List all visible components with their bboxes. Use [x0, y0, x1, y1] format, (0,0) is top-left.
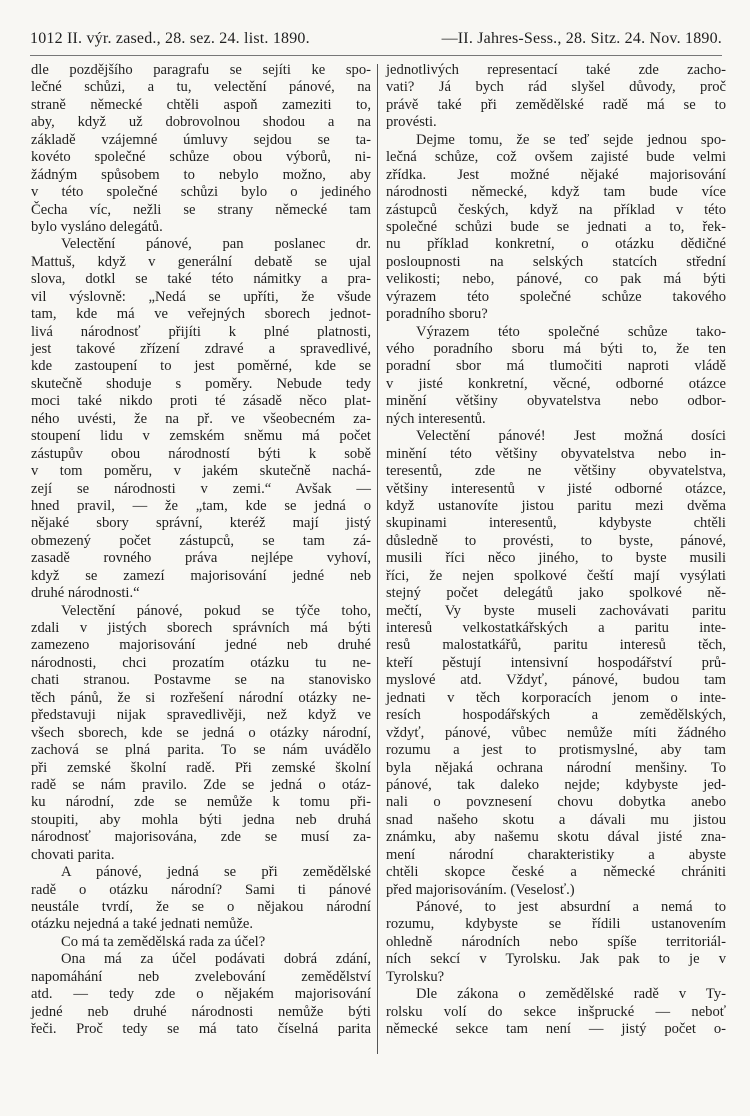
column-divider — [377, 64, 378, 1054]
text-line: Čecha víc, nežli se strany německé tam — [31, 201, 371, 218]
text-line: aby, když už dobrovolnou shodou a na — [31, 114, 371, 131]
text-line: v této společné schůzi bylo o jediného — [31, 184, 371, 201]
text-line: byla nějaká ochrana národní menšiny. To — [386, 759, 726, 776]
header-czech: 1012 II. výr. zased., 28. sez. 24. list. 1890. — [30, 30, 310, 47]
text-line: poradního sboru? — [386, 306, 488, 323]
text-line: jest takové zřízení zdravé a spravedlivé, — [31, 341, 371, 357]
text-line: společné schůzi bude se jednati a to, řek- — [386, 218, 726, 235]
text-line: ného uvésti, že na př. ve všeobecném za- — [31, 410, 371, 427]
text-line: chati stranou. Postavme se na stanovisko — [31, 672, 371, 689]
text-line: minění většiny obyvatelstva nebo odbor- — [386, 393, 726, 410]
text-line: tam, kde má ve veřejných sborech jednot- — [31, 306, 371, 323]
left-column — [31, 62, 371, 1039]
text-line: před majorisováním. (Veselosť.) — [386, 881, 575, 898]
text-line: nějaké sbory správní, kteréž mají jistý — [31, 515, 371, 532]
text-line: vždyť, pánové, vůbec nemůže míti žádného — [386, 724, 726, 741]
text-line: Velectění pánové! Jest možná dosíci — [416, 428, 726, 445]
text-line: chovati parita. — [31, 846, 115, 863]
text-line: chtěli skopce české a německé chrániti — [386, 864, 726, 881]
text-line: moci také nikdo proti té zásadě něco plat- — [31, 393, 371, 410]
text-line: představuji nijak spravedlivěji, než když ve — [31, 707, 371, 724]
text-line: zdali v jistých sborech správních má býti — [31, 620, 371, 636]
text-line: vil výslovně: „Nedá se upříti, že všude — [31, 288, 371, 305]
text-line: stejný počet delegátů jako spolkové ně- — [386, 585, 726, 602]
text-line: dle pozdějšího paragrafu se sejíti ke spo- — [31, 62, 371, 78]
text-line: jednati v těch korporacích jenom o inte- — [386, 689, 726, 706]
right-column — [386, 62, 726, 1039]
text-line: národnosť majorisována, zde se musí za- — [31, 829, 371, 846]
text-line: poradní sbor má tlumočiti naproti vládě — [386, 358, 726, 375]
text-line: Výrazem této společné schůze tako- — [416, 323, 726, 340]
text-line: obmezený počet zástupců, se tam zá- — [31, 532, 371, 549]
text-line: velikosti; nebo, pánové, co pak má býti — [386, 271, 726, 288]
text-line: radě se nám pravilo. Zde se jedná o otáz- — [31, 776, 371, 793]
text-line: hned pravil, — že „tam, kde se jedná o — [31, 497, 371, 514]
text-line: Ona má za účel podávati dobrá zdání, — [61, 951, 371, 968]
text-line: nu příklad konkretní, o otázku dědičné — [386, 236, 726, 253]
text-line: německé sekce tam není — jistý počet o- — [386, 1021, 726, 1038]
text-line: mečtí, Vy byste museli zachovávati paritu — [386, 602, 726, 619]
text-line: národnosti německé, když tam bude více — [386, 184, 726, 201]
text-line: otázku nejedná a také jednati nemůže. — [31, 916, 254, 933]
text-line: v tom poměru, v jakém skutečně nachá- — [31, 463, 371, 480]
header-german: —II. Jahres-Sess., 28. Sitz. 24. Nov. 1890. — [441, 30, 722, 47]
text-line: myslové atd. Vždyť, pánové, budou tam — [386, 672, 726, 689]
text-line: napomáhání neb zvelebování zemědělství — [31, 968, 371, 985]
paragraph — [31, 62, 371, 236]
text-line: radě o otázku národní? Sami ti pánové — [31, 881, 371, 898]
text-line: rozumu a jest to protismyslné, aby tam — [386, 742, 726, 759]
text-line: Dejme tomu, že se teď sejde jednou spo- — [416, 131, 726, 148]
paragraph — [31, 603, 371, 865]
text-line: posloupnosti na selských statcích střední — [386, 253, 726, 270]
text-line: národnosti, chci prozatím otázku tu ne- — [31, 654, 371, 671]
text-line: teresentů, zde ne většiny obyvatelstva, — [386, 463, 726, 480]
paragraph — [386, 324, 726, 429]
text-line: jednotlivých representací také zde zacho- — [386, 62, 726, 78]
text-line: resích hospodářských a zemědělských, — [386, 707, 726, 724]
text-line: bylo vysláno delegátů. — [31, 218, 163, 235]
text-line: většiny interesentů v jisté odborné otázce, — [386, 480, 726, 497]
text-line: atd. — tedy zde o nějakém majorisování — [31, 986, 371, 1003]
text-line: řeči. Proč tedy se má tato číselná parita — [31, 1021, 371, 1038]
header-rule — [30, 55, 722, 56]
paragraph — [31, 934, 371, 951]
text-line: těch pánů, že si rozřešení národní otázky ne- — [31, 689, 371, 706]
text-line: ných interesentů. — [386, 410, 486, 427]
text-line: vati? Já bych rád slyšel důvody, proč — [386, 79, 726, 96]
text-line: jedné neb druhé národnosti nemůže býti — [31, 1003, 371, 1020]
text-line: Velectění pánové, pan poslanec dr. — [61, 236, 371, 253]
text-line: výrazem této společné schůze takového — [386, 288, 726, 305]
text-line: právě také při zemědělské radě má se to — [386, 96, 726, 113]
text-line: když ustanovíte jistou paritu mezi dvěma — [386, 497, 726, 514]
text-line: ních sekcí v Tyrolsku. Jak pak to je v — [386, 951, 726, 968]
text-line: minění této většiny obyvatelstva nebo in- — [386, 445, 726, 462]
text-line: zástupův obou národností býti k sobě — [31, 445, 371, 462]
text-line: resů malostatkářů, paritu interesů těch, — [386, 637, 726, 654]
text-line: zástupců českých, když na příklad v této — [386, 201, 726, 218]
running-header — [30, 30, 722, 52]
text-line: neustále tvrdí, že se o nějakou národní — [31, 899, 371, 915]
text-line: vého poradního sboru má býti to, že ten — [386, 341, 726, 357]
text-line: v jisté konkretní, věcné, odborné otázce — [386, 375, 726, 392]
text-line: základě vzájemné úmluvy sejdou se ta- — [31, 131, 371, 148]
text-line: druhé národnosti.“ — [31, 585, 140, 602]
text-line: zasadě rovného práva nejlépe vyhoví, — [31, 550, 371, 567]
text-line: rozumu, kdybyste se řídili ustanovením — [386, 916, 726, 933]
text-line: provésti. — [386, 114, 437, 131]
paragraph — [31, 236, 371, 602]
text-line: zachová se plná parita. To se nám uvádělo — [31, 742, 371, 759]
text-line: kteří pěstují intensivní hospodářství prů- — [386, 654, 726, 671]
text-line: slova, dotkl se také této námitky a pra- — [31, 271, 371, 288]
text-line: rolsku volí do sekce inšprucké — neboť — [386, 1003, 726, 1020]
text-line: Mattuš, když v generální debatě se ujal — [31, 253, 371, 270]
text-line: stoupiti, aby mohla býti jedna neb druhá — [31, 811, 371, 828]
text-line: snad našeho skotu a dávali mu jistou — [386, 811, 726, 828]
text-line: nali o povznesení chovu dobytka anebo — [386, 794, 726, 811]
text-line: skutečně shoduje s poměry. Nebude tedy — [31, 375, 371, 392]
text-line: A pánové, jedná se při zemědělské — [61, 864, 371, 881]
text-line: pánové, tak daleko nejde; kdybyste jed- — [386, 776, 726, 793]
text-line: když se zamezí majorisování jedné neb — [31, 567, 371, 584]
paragraph — [31, 864, 371, 934]
text-line: žádným spůsobem to nebylo možno, aby — [31, 166, 371, 183]
text-line: lečná schůze, což ovšem zajisté bude velmi — [386, 149, 726, 166]
text-line: mení národní charakteristiky a abyste — [386, 846, 726, 863]
paragraph — [386, 428, 726, 899]
text-line: interesů velkostatkářských a paritu inte- — [386, 620, 726, 636]
text-line: ohledně národních nebo spíše territoriál- — [386, 933, 726, 950]
text-line: Dle zákona o zemědělské radě v Ty- — [416, 986, 726, 1003]
text-line: ku národní, zde se nemůže k tomu při- — [31, 794, 371, 811]
text-line: lečné schůzi, a tu, velectění pánové, na — [31, 79, 371, 96]
paragraph — [386, 132, 726, 324]
paragraph — [386, 899, 726, 986]
text-line: důsledně to provésti, to byste, pánové, — [386, 532, 726, 549]
text-line: zejí se národnosti v zemi.“ Avšak — — [31, 480, 371, 497]
text-line: Co má ta zemědělská rada za účel? — [61, 933, 266, 950]
text-line: zamezeno majorisování jedné neb druhé — [31, 637, 371, 654]
text-line: Pánové, to jest absurdní a nemá to — [416, 899, 726, 915]
text-line: známku, aby našemu skotu dával jisté zna- — [386, 829, 726, 846]
text-line: všech sborech, kde se jedná o otázky národní, — [31, 724, 371, 741]
text-line: straně německé chtěli aspoň zameziti to, — [31, 96, 371, 113]
paragraph — [386, 986, 726, 1038]
text-line: zřídka. Jest možné nějaké majorisování — [386, 166, 726, 183]
paragraph — [386, 62, 726, 132]
text-line: Tyrolsku? — [386, 968, 445, 985]
text-line: kde zastoupení to jest poměrné, kde se — [31, 358, 371, 375]
text-line: skupinami interesentů, kdybyste chtěli — [386, 515, 726, 532]
text-line: kovéto společné schůze obou výborů, ni- — [31, 149, 371, 166]
text-line: Velectění pánové, pokud se týče toho, — [61, 602, 371, 619]
text-line: říci, že nejen spolkové čeští mají vysýlati — [386, 567, 726, 584]
text-line: stoupení lidu v zemském sněmu má počet — [31, 428, 371, 445]
text-line: při zemské školní radě. Při zemské školní — [31, 759, 371, 776]
text-line: livá národnosť přijíti k plné platnosti, — [31, 323, 371, 340]
paragraph — [31, 951, 371, 1038]
text-line: musili říci něco jiného, to byste musili — [386, 550, 726, 567]
